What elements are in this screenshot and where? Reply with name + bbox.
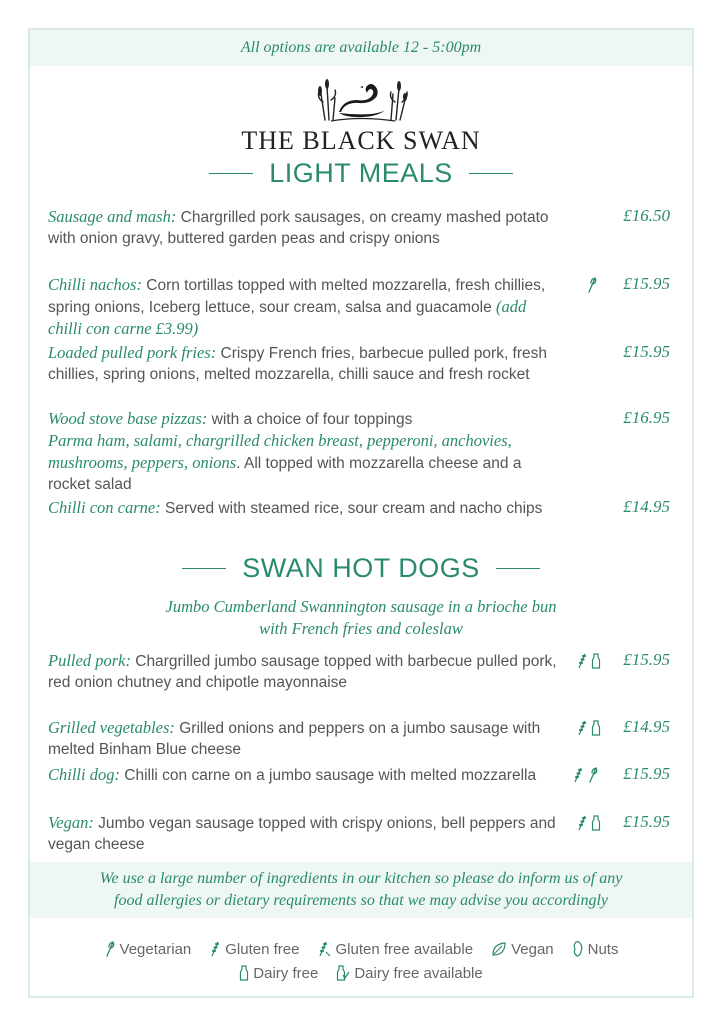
hot-dogs-subtitle <box>0 596 722 640</box>
subtitle-line-1: Jumbo Cumberland Swannington sausage in a brioche bun <box>165 597 557 616</box>
brand-header <box>0 72 722 156</box>
item-description <box>48 497 558 519</box>
notice-line-2: food allergies or dietary requirements so that we may advise you accordingly <box>114 892 608 909</box>
item-price: £15.95 <box>623 342 670 361</box>
menu-item <box>48 206 674 249</box>
heading-rule-right <box>469 173 513 174</box>
legend-label: Dairy free available <box>354 964 483 982</box>
item-name: Chilli dog: <box>48 765 120 784</box>
legend-dairy-free <box>239 964 318 982</box>
item-text: Chilli con carne on a jumbo sausage with melted mozzarella <box>119 767 537 784</box>
menu-item <box>48 274 674 340</box>
item-price: £15.95 <box>623 274 670 293</box>
light-meals-title: LIGHT MEALS <box>269 158 453 188</box>
availability-text: All options are available 12 - 5:00pm <box>240 39 482 56</box>
item-text: Served with steamed rice, sour cream and nacho chips <box>160 500 543 517</box>
item-text: Chargrilled pork sausages, on creamy mashed potato with onion gravy, buttered garden peas and crispy onions <box>48 209 549 247</box>
dietary-icons <box>576 814 601 832</box>
heading-rule-left <box>182 568 226 569</box>
item-price: £15.95 <box>623 812 670 831</box>
vegetarian-icon <box>586 276 598 294</box>
item-name: Pulled pork: <box>48 651 131 670</box>
dietary-icons <box>572 766 599 784</box>
legend-row-1 <box>30 940 692 958</box>
dairy-free-icon <box>591 652 601 670</box>
legend-vegan <box>491 940 554 958</box>
item-name: Chilli con carne: <box>48 498 161 517</box>
subtitle-line-2: with French fries and coleslaw <box>259 619 463 638</box>
item-price: £15.95 <box>623 650 670 669</box>
item-price: £14.95 <box>623 497 670 516</box>
dairy-free-icon <box>591 719 601 737</box>
legend-label: Nuts <box>587 940 619 958</box>
item-text: Grilled onions and peppers on a jumbo sausage with melted Binham Blue cheese <box>48 720 541 758</box>
legend-label: Gluten free available <box>335 940 474 958</box>
item-description <box>48 717 558 760</box>
swan-icon <box>311 72 411 124</box>
brand-name: THE BLACK SWAN <box>241 126 481 155</box>
item-name: Wood stove base pizzas: <box>48 409 208 428</box>
item-description <box>48 650 558 693</box>
legend-label: Vegan <box>511 940 554 958</box>
menu-item <box>48 408 674 495</box>
item-addon: (add chilli con carne £3.99) <box>48 297 527 338</box>
item-text: Chargrilled jumbo sausage topped with barbecue pulled pork, red onion chutney and chipotle mayonnaise <box>48 653 557 691</box>
item-description <box>48 206 558 249</box>
light-meals-heading <box>0 158 722 189</box>
gluten-free-icon <box>209 940 221 958</box>
dietary-icons <box>586 276 598 294</box>
item-price: £16.95 <box>623 408 670 427</box>
hot-dogs-heading <box>0 553 722 584</box>
dietary-icons <box>576 652 601 670</box>
dairy-free-icon <box>591 814 601 832</box>
gluten-free-icon <box>576 719 588 737</box>
legend-nuts <box>572 940 619 958</box>
item-description <box>48 274 558 340</box>
menu-item <box>48 342 674 385</box>
item-text: Crispy French fries, barbecue pulled pork, fresh chillies, spring onions, melted mozzarella, chilli sauce and fresh rocket <box>48 345 548 383</box>
item-description <box>48 812 558 855</box>
dietary-icons <box>576 719 601 737</box>
item-toppings: Parma ham, salami, chargrilled chicken breast, pepperoni, anchovies, mushrooms, peppers, onions <box>48 431 512 472</box>
legend-gluten-free-available <box>317 940 473 958</box>
item-text: with a choice of four toppings <box>207 411 413 428</box>
legend-dairy-free-available <box>336 964 482 982</box>
vegan-icon <box>491 940 507 958</box>
item-description <box>48 342 558 385</box>
item-price: £15.95 <box>623 764 670 783</box>
gluten-free-icon <box>576 814 588 832</box>
item-price: £16.50 <box>623 206 670 225</box>
legend-gluten-free <box>209 940 299 958</box>
gluten-free-icon <box>572 766 584 784</box>
item-price: £14.95 <box>623 717 670 736</box>
menu-item <box>48 497 674 519</box>
vegetarian-icon <box>587 766 599 784</box>
menu-item <box>48 650 674 693</box>
availability-banner <box>30 30 692 66</box>
item-text: Corn tortillas topped with melted mozzarella, fresh chillies, spring onions, Iceberg lettuce, sour cream, salsa and guacamole <box>48 277 546 316</box>
legend-label: Dairy free <box>253 964 319 982</box>
item-name: Sausage and mash: <box>48 207 177 226</box>
item-name: Loaded pulled pork fries: <box>48 343 217 362</box>
gluten-free-available-icon <box>317 940 331 958</box>
gluten-free-icon <box>576 652 588 670</box>
dairy-free-available-icon <box>336 964 350 982</box>
heading-rule-right <box>496 568 540 569</box>
menu-item <box>48 717 674 760</box>
hot-dogs-title: SWAN HOT DOGS <box>242 553 480 583</box>
vegetarian-icon <box>104 940 116 958</box>
nuts-icon <box>572 940 584 958</box>
item-text-end: . All topped with mozzarella cheese and a rocket salad <box>48 455 522 493</box>
item-text: Jumbo vegan sausage topped with crispy onions, bell peppers and vegan cheese <box>48 815 556 853</box>
menu-item <box>48 812 674 855</box>
item-name: Chilli nachos: <box>48 275 142 294</box>
item-description <box>48 764 558 786</box>
heading-rule-left <box>209 173 253 174</box>
legend-row-2 <box>30 964 692 982</box>
notice-line-1: We use a large number of ingredients in our kitchen so please do inform us of any <box>99 870 623 887</box>
legend-vegetarian <box>104 940 192 958</box>
item-description <box>48 408 558 495</box>
menu-item <box>48 764 674 786</box>
legend-label: Vegetarian <box>119 940 192 958</box>
dairy-free-icon <box>239 964 249 982</box>
item-name: Grilled vegetables: <box>48 718 175 737</box>
allergy-notice <box>30 862 692 918</box>
legend-label: Gluten free <box>225 940 300 958</box>
item-name: Vegan: <box>48 813 94 832</box>
